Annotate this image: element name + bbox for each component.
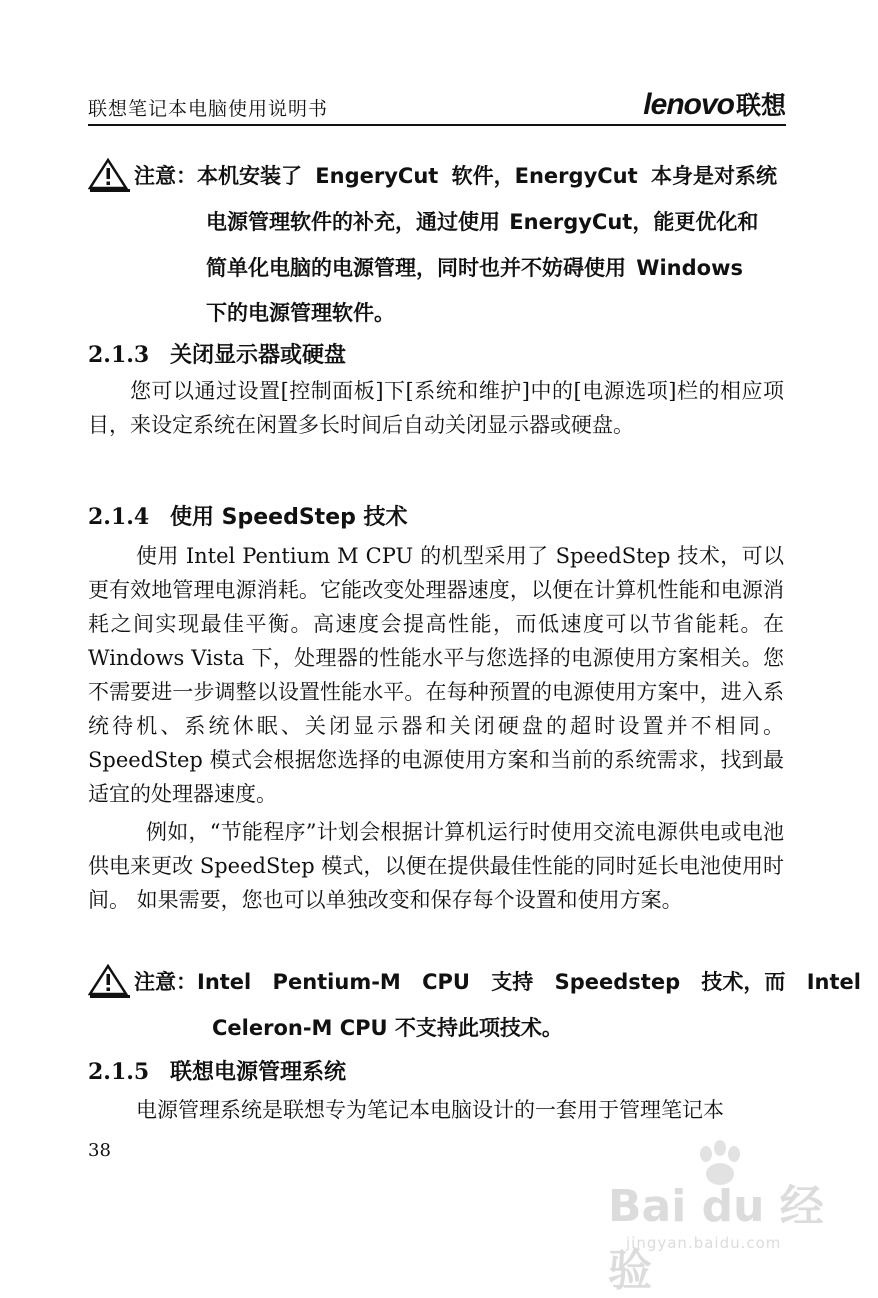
- watermark-brand: Bai du 经验: [608, 1181, 824, 1296]
- note-1-line-1-wrap: [197, 160, 788, 190]
- note-2-line-1: Intel Pentium-M CPU 支持 Speedstep 技术，而 Intel: [197, 970, 861, 994]
- note-1-line-1: 本机安装了 EngeryCut 软件，EnergyCut 本身是对系统: [197, 164, 777, 188]
- logo-word: lenovo: [643, 88, 734, 121]
- baidu-watermark: [608, 1140, 838, 1296]
- section-title: 使用 SpeedStep 技术: [170, 505, 408, 530]
- paragraph-2-1-3: 您可以通过设置[控制面板]下[系统和维护]中的[电源选项]栏的相应项目，来设定系统在闲置多长时间后自动关闭显示器或硬盘。: [88, 379, 784, 437]
- section-heading-2-1-5: [88, 1055, 346, 1086]
- paragraph-2-1-5: 电源管理系统是联想专为笔记本电脑设计的一套用于管理笔记本: [136, 1098, 724, 1122]
- note-2-head: [134, 966, 861, 996]
- paragraph-2-1-4-a: 使用 Intel Pentium M CPU 的机型采用了 SpeedStep 技术，可以更有效地管理电源消耗。它能改变处理器速度，以便在计算机性能和电源消耗之间实现最佳平衡。高速度会提高性能，而低速度可以节省能耗。在 Windows Vista 下，处理器的性能水平与您选择的电源使用方案相关。您不需要进一步调整以设置性能水平。在每种预置的电源使用方案中，进入系统待机、系统休眠、关闭显示器和关闭硬盘的超时设置并不相同。SpeedStep 模式会根据您选择的电源使用方案和当前的系统需求，找到最适宜的处理器速度。: [88, 544, 784, 806]
- section-title: 联想电源管理系统: [170, 1060, 347, 1085]
- warning-icon: [88, 158, 132, 192]
- watermark-url: jingyan.baidu.com: [626, 1234, 782, 1252]
- section-number: 2.1.3: [88, 342, 150, 368]
- note-1-line-3: 简单化电脑的电源管理，同时也并不妨碍使用 Windows: [206, 256, 743, 280]
- page-number: 38: [88, 1140, 111, 1161]
- running-header-title: 联想笔记本电脑使用说明书: [88, 98, 329, 120]
- header-rule: [88, 124, 786, 126]
- warning-icon: [88, 964, 132, 998]
- section-number: 2.1.4: [88, 504, 150, 530]
- paragraph-2-1-4-b: 例如，“节能程序”计划会根据计算机运行时使用交流电源供电或电池供电来更改 SpeedStep 模式，以便在提供最佳性能的同时延长电池使用时间。 如果需要，您也可以单独改变和保存每个设置和使用方案。: [88, 820, 784, 912]
- note-1-line-2: 电源管理软件的补充，通过使用 EnergyCut，能更优化和: [206, 210, 759, 234]
- lenovo-logo: [643, 86, 786, 122]
- note-1-head: [134, 160, 788, 190]
- note-1-line-4: 下的电源管理软件。: [206, 301, 395, 325]
- section-heading-2-1-3: [88, 338, 346, 369]
- note-label: 注意：: [134, 164, 197, 188]
- note-2-line-2: Celeron-M CPU 不支持此项技术。: [212, 1016, 563, 1040]
- section-title: 关闭显示器或硬盘: [170, 343, 347, 368]
- logo-cn: 联想: [735, 91, 786, 120]
- note-label: 注意：: [134, 970, 197, 994]
- section-number: 2.1.5: [88, 1059, 150, 1085]
- section-heading-2-1-4: [88, 500, 408, 531]
